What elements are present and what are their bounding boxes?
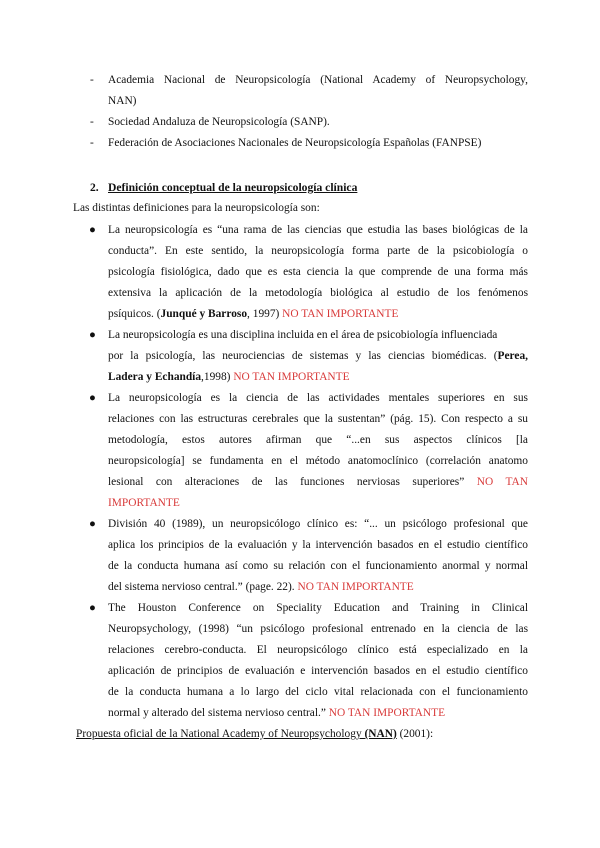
definition-1-author: Junqué y Barroso [160,308,248,320]
definition-1-year: , 1997) [247,308,283,320]
bullet-marker: ● [89,392,96,404]
definition-4-line-1: División 40 (1989), un neuropsicólogo clínico es: “... un psicólogo profesional que [108,518,528,530]
definition-2-line-1: La neuropsicología es una disciplina incluida en el área de psicobiología influenciada [108,329,498,341]
definition-2-author-a: Perea, [497,350,528,362]
bullet-marker: ● [89,329,96,341]
bullet-marker: ● [89,602,96,614]
definition-4-line-2: aplica los principios de la evaluación y la intervención basados en el estudio científico [108,539,528,551]
section-title [108,181,357,195]
bullet-marker: ● [89,224,96,236]
definition-5-line-5: de la conducta humana a lo largo del ciclo vital relacionada con el funcionamiento [108,686,528,698]
definition-3-line-5 [108,476,528,489]
definition-2-author-b: Ladera y Echandía [108,371,202,383]
section-title-text: Definición conceptual de la neuropsicología clínica [108,181,358,194]
importance-tag: NO TAN IMPORTANTE [328,707,446,719]
definition-5-text: normal y alterado del sistema nervioso central.” [108,707,329,719]
definition-3-line-4: neuropsicología] se fundamenta en el método anatomoclínico (correlación anatomo [108,455,528,467]
definition-1-line-2: conducta”. En este sentido, la neuropsicología forma parte de la psicobiología o [108,245,528,257]
definition-5-line-3: relaciones cerebro-conducta. El neuropsicólogo clínico está especializado en la [108,644,528,656]
definition-4-line-3: de la conducta humana así como su relación con el funcionamiento anormal y normal [108,560,528,572]
dash-item-1-line-2: NAN) [108,95,137,107]
proposal-line [76,728,433,741]
definition-2-year: ,1998) [201,371,234,383]
importance-tag: NO TAN IMPORTANTE [297,581,414,593]
definition-5-line-1: The Houston Conference on Speciality Education and Training in Clinical [108,602,528,614]
definition-1-line-1: La neuropsicología es “una rama de las ciencias que estudia las bases biológicas de la [108,224,528,236]
dash-item-2: Sociedad Andaluza de Neuropsicología (SANP). [108,116,330,128]
importance-tag: NO TAN IMPORTANTE [233,371,350,383]
definition-4-text: del sistema nervioso central.” (page. 22). [108,581,298,593]
definition-5-line-6 [108,707,445,720]
definition-4-line-4 [108,581,414,594]
definition-5-line-4: aplicación de principios de evaluación e intervención basados en el estudio científico [108,665,528,677]
definition-1-line-3: psicología fisiológica, dado que es esta ciencia la que comprende de una forma más [108,266,528,278]
proposal-year: (2001): [396,728,434,740]
definition-1-text: psíquicos. ( [108,308,161,320]
importance-tag: NO TAN IMPORTANTE [282,308,399,320]
definition-2-text: por la psicología, las neurociencias de sistemas y las ciencias biomédicas. ( [108,350,498,362]
definition-5-line-2: Neuropsychology, (1998) “un psicólogo profesional entrenado en la ciencia de las [108,623,528,635]
definition-3-line-2: relaciones con las estructuras cerebrales que la sustentan” (pág. 15). Con respecto a su [108,413,528,425]
definition-3-line-3: metodología, estos autores afirman que “...en sus aspectos clínicos [la [108,434,528,446]
section-intro: Las distintas definiciones para la neuropsicología son: [73,202,320,214]
definition-1-line-4: extensiva la aplicación de la metodología biológica al estudio de los fenómenos [108,287,528,299]
definition-1-line-5 [108,308,398,321]
definition-2-line-3 [108,371,350,384]
section-number: 2. [90,181,99,194]
importance-tag-b: IMPORTANTE [108,497,180,509]
proposal-acronym: (NAN) [364,728,397,740]
dash-marker: - [90,116,94,128]
proposal-text [76,728,397,740]
dash-item-3: Federación de Asociaciones Nacionales de Neuropsicología Españolas (FANPSE) [108,137,482,149]
dash-marker: - [90,137,94,149]
proposal-pre: Propuesta oficial de la National Academy of Neuropsychology [76,728,365,740]
dash-marker: - [90,74,94,86]
definition-3-text: lesional con alteraciones de las funciones nerviosas superiores” [108,476,465,488]
bullet-marker: ● [89,518,96,530]
definition-2-line-2 [108,350,528,363]
importance-tag-a: NO TAN [476,476,528,488]
definition-3-line-1: La neuropsicología es la ciencia de las actividades mentales superiores en sus [108,392,528,404]
dash-item-1-line-1: Academia Nacional de Neuropsicología (National Academy of Neuropsychology, [108,74,528,86]
